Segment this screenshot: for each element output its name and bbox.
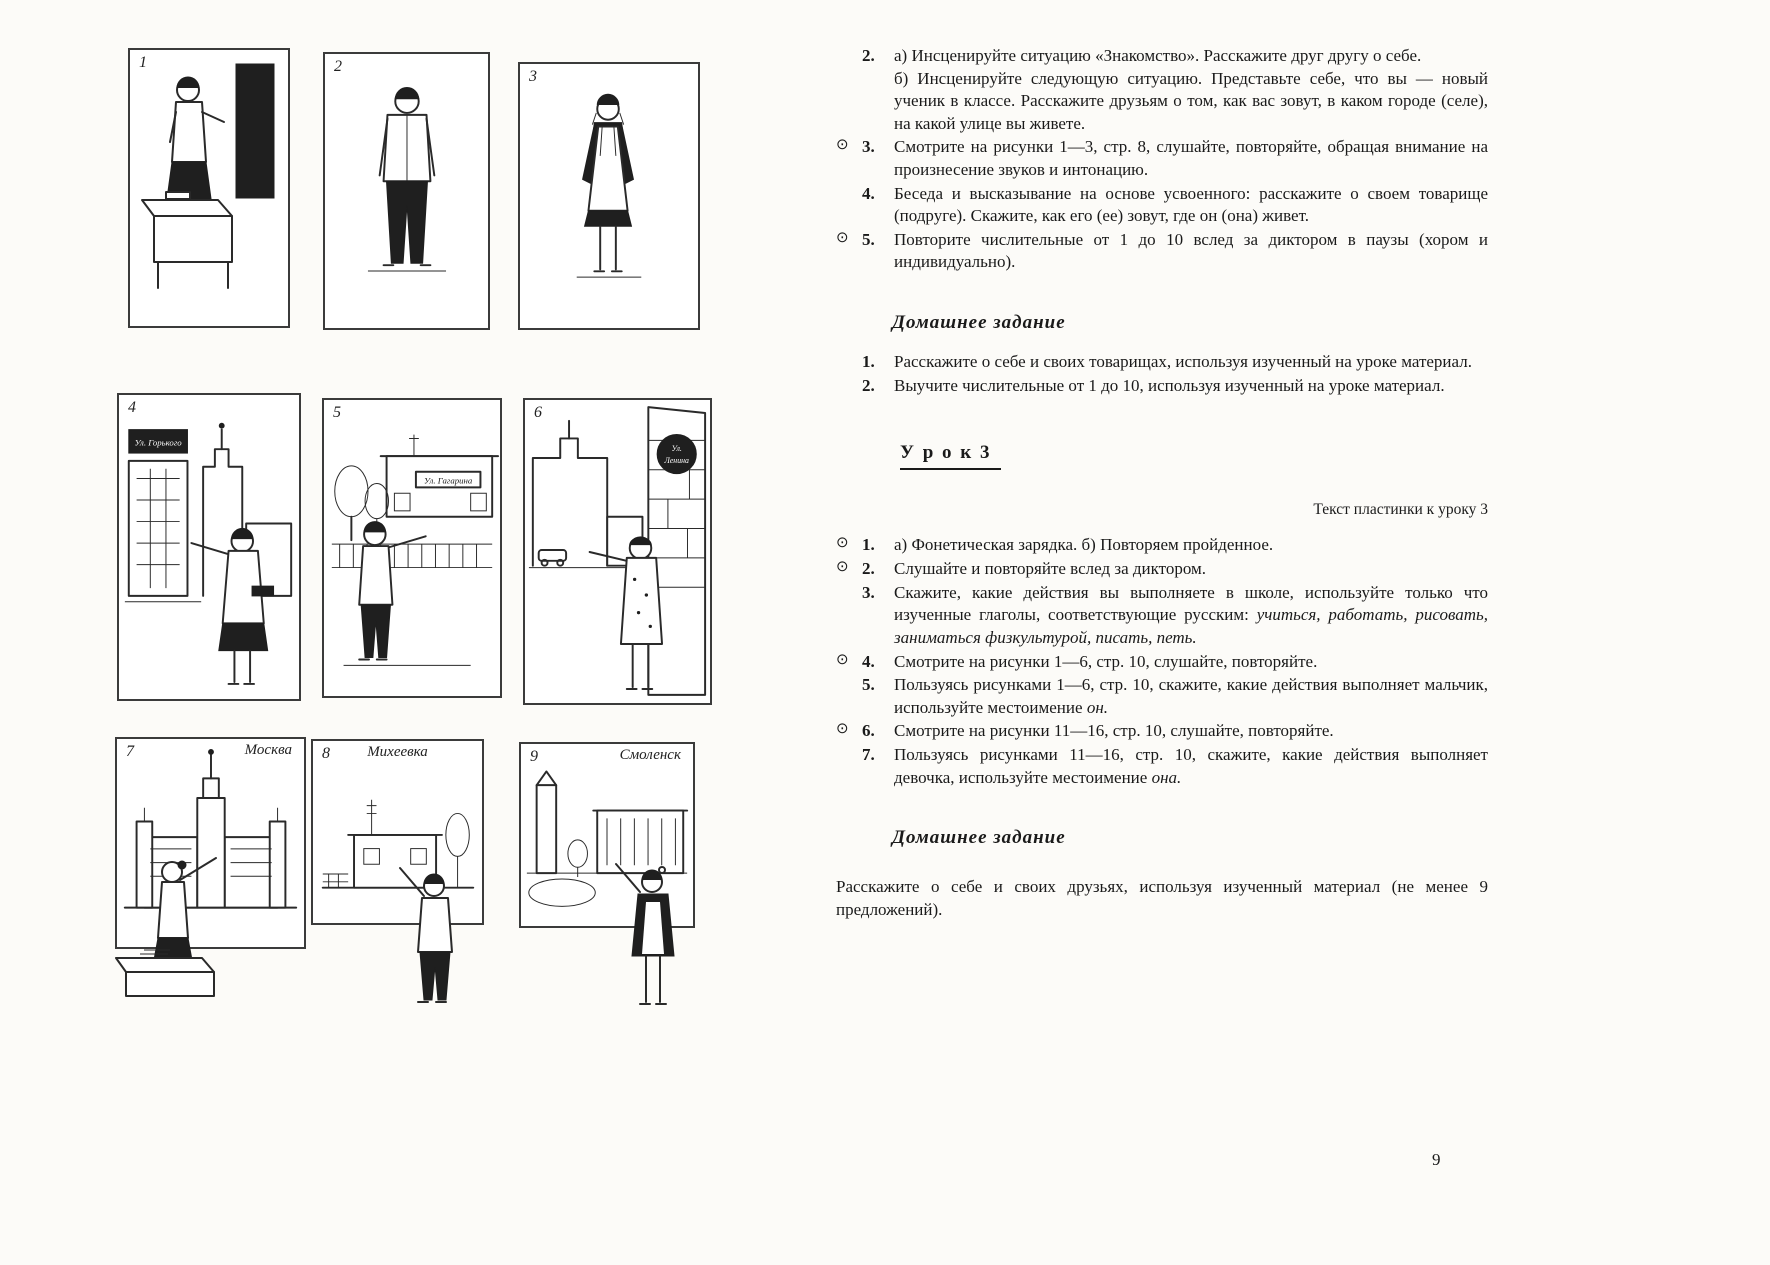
exercise-number: 5.: [862, 675, 875, 695]
teacher-at-blackboard-drawing: [130, 50, 288, 326]
exercise-text: Пользуясь рисунками 11—16, стр. 10, скажите, какие действия выполняет девочка, используйте местоимение она.: [894, 744, 1488, 787]
figure-number: 9: [530, 748, 538, 765]
homework-number: 2.: [862, 375, 875, 395]
figure-number: 7: [126, 743, 134, 760]
exercise-item: [836, 558, 1488, 581]
audio-marker-icon: ⊙: [836, 229, 849, 246]
village-street-drawing: [324, 400, 500, 696]
street-sign: Ул.: [671, 444, 682, 454]
exercise-item: [836, 229, 1488, 274]
homework-number: 1.: [862, 352, 875, 372]
text-pane: [836, 44, 1488, 922]
exercise-item: [836, 720, 1488, 743]
figure-1: [128, 48, 290, 328]
exercise-text: Пользуясь рисунками 1—6, стр. 10, скажите, какие действия выполняет мальчик, используйте местоимение он.: [894, 675, 1488, 717]
figure-number: 1: [139, 54, 147, 71]
figure-3: [518, 62, 700, 330]
figure-number: 6: [534, 404, 542, 421]
audio-marker-icon: ⊙: [836, 137, 849, 154]
figure-4: [117, 393, 301, 701]
exercise-number: 3.: [862, 582, 875, 602]
exercise-number: 2.: [862, 559, 875, 579]
exercise-item: [836, 45, 1488, 135]
audio-marker-icon: ⊙: [836, 535, 849, 552]
exercise-item: [836, 136, 1488, 181]
exercise-text: Беседа и высказывание на основе усвоенного: расскажите о своем товарище (подруге). Скажите, как его (ее) зовут, где он (она) живет.: [894, 183, 1488, 226]
exercise-item: [836, 674, 1488, 719]
audio-marker-icon: ⊙: [836, 559, 849, 576]
figure-number: 4: [128, 399, 136, 416]
exercise-text: а) Фонетическая зарядка. б) Повторяем пройденное.: [894, 535, 1274, 555]
audio-marker-icon: [836, 582, 862, 650]
exercise-text: Смотрите на рисунки 11—16, стр. 10, слушайте, повторяйте.: [894, 721, 1334, 741]
audio-marker-icon: [836, 744, 862, 789]
pointing-boy-figure: [386, 860, 486, 1012]
lesson-heading: У р о к 3: [900, 440, 1001, 470]
schoolgirl-standing-drawing: [520, 64, 698, 328]
record-text-note: Текст пластинки к уроку 3: [1313, 500, 1488, 518]
exercise-text: Смотрите на рисунки 1—3, стр. 8, слушайте, повторяйте, обращая внимание на произнесение звуков и интонацию.: [894, 137, 1488, 180]
spacer: [836, 375, 862, 398]
exercise-number: 3.: [862, 137, 875, 157]
exercise-number: 2.: [862, 46, 875, 65]
figure-number: 2: [334, 58, 342, 75]
street-corner-drawing: [525, 400, 710, 703]
homework-text: Расскажите о себе и своих товарищах, используя изученный на уроке материал.: [894, 352, 1472, 372]
homework-heading: Домашнее задание: [892, 312, 1066, 334]
exercise-text: Слушайте и повторяйте вслед за диктором.: [894, 559, 1207, 579]
boy-standing-drawing: [325, 54, 488, 328]
exercise-number: 4.: [862, 183, 875, 203]
exercise-line: а) Инсценируйте ситуацию «Знакомство». Расскажите друг другу о себе.: [894, 46, 1422, 65]
homework-text: Расскажите о себе и своих друзьях, используя изученный материал (не менее 9 предложений).: [836, 877, 1488, 920]
pointing-teacher-figure: [110, 848, 270, 1000]
audio-marker-icon: ⊙: [836, 651, 849, 668]
homework-heading: Домашнее задание: [892, 827, 1066, 849]
audio-marker-icon: [836, 674, 862, 719]
audio-marker-icon: ⊙: [836, 721, 849, 738]
exercise-item: [836, 582, 1488, 650]
exercise-text: Повторите числительные от 1 до 10 вслед за диктором в паузы (хором и индивидуально).: [894, 229, 1488, 272]
figure-2: [323, 52, 490, 330]
figure-6: [523, 398, 712, 705]
exercise-list-lesson3: [836, 534, 1488, 789]
exercise-line: б) Инсценируйте следующую ситуацию. Представьте себе, что вы — новый ученик в классе. Расскажите друзьям о том, как вас зовут, в каком городе (селе), на какой улице вы живете.: [894, 68, 1488, 133]
audio-marker-icon: [836, 183, 862, 228]
exercise-number: 1.: [862, 535, 875, 555]
audio-marker-icon: [836, 45, 862, 135]
homework-list: [836, 351, 1488, 397]
figure-caption: Москва: [244, 742, 292, 758]
city-street-drawing: [119, 395, 299, 699]
exercise-number: 4.: [862, 651, 875, 671]
exercise-item: [836, 744, 1488, 789]
exercise-text: Смотрите на рисунки 1—6, стр. 10, слушайте, повторяйте.: [894, 651, 1318, 671]
street-sign: Ул. Гагарина: [424, 475, 473, 486]
figure-5: [322, 398, 502, 698]
exercise-number: 7.: [862, 744, 875, 764]
street-sign: Ул. Горького: [134, 437, 182, 448]
exercise-number: 5.: [862, 229, 875, 249]
figures-pane: [0, 0, 810, 1265]
exercise-item: [836, 651, 1488, 674]
figure-caption: Смоленск: [619, 747, 681, 763]
exercise-item: [836, 183, 1488, 228]
page-number: 9: [1432, 1150, 1441, 1169]
figure-number: 3: [529, 68, 537, 85]
exercise-text: [894, 45, 1488, 135]
homework-text: Выучите числительные от 1 до 10, используя изученный на уроке материал.: [894, 375, 1445, 395]
homework-item: [836, 351, 1488, 374]
spacer: [836, 351, 862, 374]
figure-caption: Михеевка: [367, 744, 428, 760]
pointing-girl-figure: [604, 856, 709, 1018]
exercise-item: [836, 534, 1488, 557]
exercise-text: Скажите, какие действия вы выполняете в школе, используйте только что изученные глаголы, соответствующие русским: учиться, работать, рисовать, заниматься физкультурой, писать, петь.: [894, 582, 1488, 647]
street-sign: Ленина: [664, 455, 689, 465]
figure-number: 5: [333, 404, 341, 421]
exercise-list-top: [836, 45, 1488, 274]
exercise-number: 6.: [862, 721, 875, 741]
homework-item: [836, 375, 1488, 398]
figure-number: 8: [322, 745, 330, 762]
